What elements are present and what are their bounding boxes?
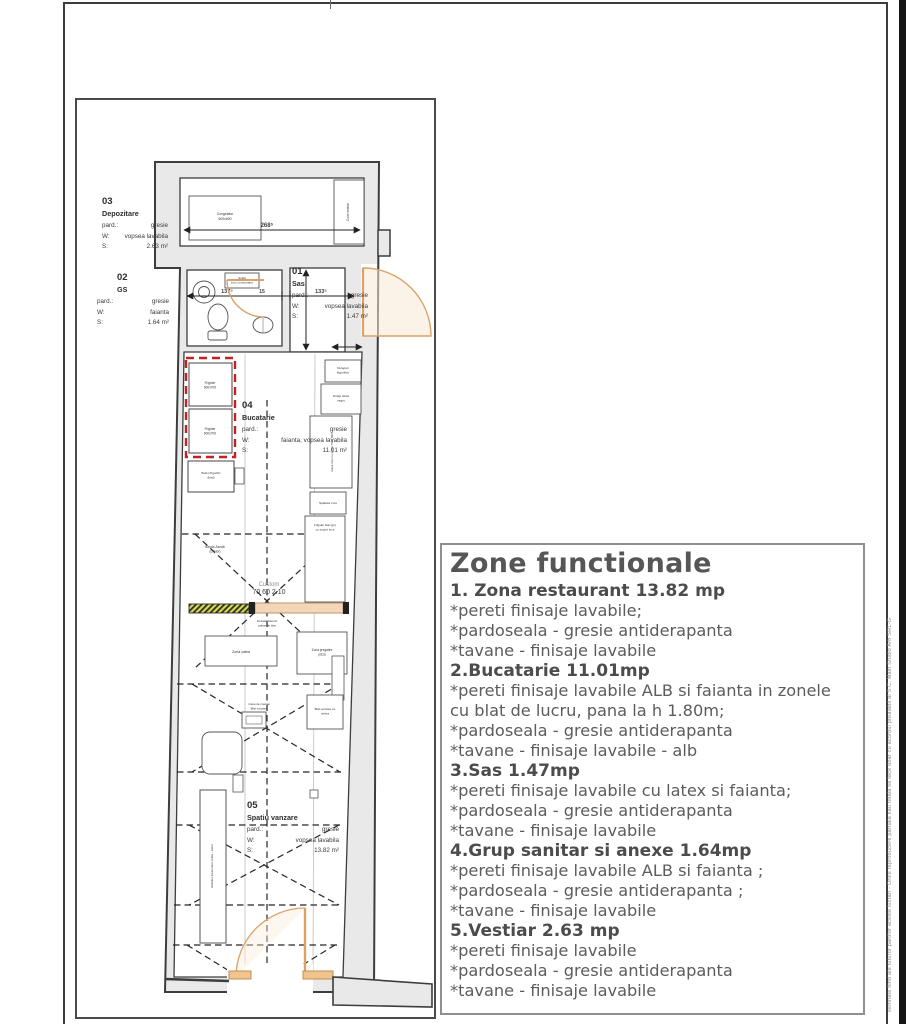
zone-heading: 1. Zona restaurant 13.82 mp	[450, 581, 726, 601]
door-sill-left	[229, 971, 251, 979]
copyright-side-note: semnate fiind ale tuturor partilor aceste lucrari - Orice reproducere partiala sau totala se face doar cu acordul prealabil al S.C. Main Studio Arh SRL-G	[887, 617, 893, 1012]
svg-text:(blat): (blat)	[207, 475, 215, 480]
hatched-counter	[189, 604, 249, 613]
svg-text:Zona cafea: Zona cafea	[232, 650, 250, 654]
svg-text:cu suport inox: cu suport inox	[315, 527, 335, 532]
svg-text:Casa de marcat: Casa de marcat	[248, 702, 270, 706]
section-tag	[233, 775, 243, 792]
svg-text:Dulapuri: Dulapuri	[337, 366, 349, 370]
zone-functionale-panel	[440, 543, 865, 1015]
zone-item: *pardoseala - gresie antiderapanta	[450, 961, 733, 980]
round-table-box	[202, 732, 242, 774]
room-label-sas: 01 Sas pard.: gresie W: vopsea lavabila S: 1.47 m²	[292, 266, 368, 320]
exterior-wall-block	[333, 977, 432, 1007]
svg-text:Dulap sticla: Dulap sticla	[333, 394, 349, 398]
zone-item: *tavane - finisaje lavabile	[450, 981, 657, 1000]
room-label-gs: 02 GS pard.: gresie W: faianta S: 1.64 m²	[97, 272, 169, 326]
svg-text:Bufet frigorific: Bufet frigorific	[201, 471, 221, 475]
zone-heading: 2.Bucatarie 11.01mp	[450, 661, 650, 681]
zone-item: *pereti finisaje lavabile ALB si faianta ;	[450, 861, 764, 880]
svg-text:Frigider blat (gn): Frigider blat (gn)	[313, 523, 337, 527]
zone-item: *tavane - finisaje lavabile	[450, 821, 657, 840]
wardrobe-label: Cuier vestiar	[346, 203, 350, 221]
svg-text:600x700: 600x700	[203, 385, 217, 390]
svg-text:Blat vanzare: Blat vanzare	[250, 706, 268, 711]
zone-item: *pardoseala - gresie antiderapanta ;	[450, 881, 744, 900]
zone-item: *pereti finisaje lavabile	[450, 941, 637, 960]
svg-text:frigorifice: frigorifice	[336, 370, 350, 375]
room-label-vanzare: 05 Spatiu vanzare pard.: gresie W: vopsea lavabila S: 13.82 m²	[247, 800, 339, 854]
svg-text:600x700: 600x700	[203, 431, 217, 436]
zone-heading: 3.Sas 1.47mp	[450, 761, 580, 781]
zone-item: *tavane - finisaje lavabile - alb	[450, 741, 698, 760]
svg-text:15: 15	[259, 289, 265, 295]
svg-text:pizza: pizza	[318, 652, 326, 657]
svg-text:600x600: 600x600	[218, 217, 232, 221]
svg-text:Blat vanzare cu: Blat vanzare cu	[314, 707, 336, 711]
zone-heading: 5.Vestiar 2.63 mp	[450, 921, 620, 941]
pass-through-band	[255, 603, 343, 613]
zone-item: *tavane - finisaje lavabile	[450, 901, 657, 920]
svg-text:Mobilier prezentare cafea - cl: Mobilier prezentare cafea - client	[210, 844, 214, 888]
svg-text:Dozator bauturi: Dozator bauturi	[256, 619, 278, 623]
zone-item: *pereti finisaje lavabile;	[450, 601, 643, 620]
scafa-label: Scafa	[238, 276, 246, 280]
kitchen-red-zone	[186, 358, 235, 492]
zone-item: *pereti finisaje lavabile cu latex si faianta;	[450, 781, 792, 800]
room-label-bucatarie: 04 Bucatarie pard.: gresie W: faianta, vopsea lavabila S: 11.01 m²	[242, 400, 347, 454]
svg-text:Spalator inox: Spalator inox	[318, 501, 338, 505]
zone-item: *pardoseala - gresie antiderapanta	[450, 621, 733, 640]
toilet-icon	[208, 304, 228, 330]
zone-item: *pardoseala - gresie antiderapanta	[450, 721, 733, 740]
svg-text:negru: negru	[337, 398, 345, 403]
svg-text:Frigider: Frigider	[204, 381, 216, 385]
room-label-depozitare: 03 Depozitare pard.: gresie W: vopsea lavabila S: 2.63 m²	[102, 196, 168, 250]
svg-text:masa inox cu polita 75x1.80m: masa inox cu polita 75x1.80m	[330, 432, 334, 472]
svg-text:133⁵: 133⁵	[315, 289, 327, 295]
door-sill-right	[303, 971, 333, 979]
section-tag	[235, 468, 244, 484]
svg-text:268⁵: 268⁵	[260, 223, 274, 229]
zone-heading: 4.Grup sanitar si anexe 1.64mp	[450, 841, 752, 861]
zone-item: *pereti finisaje lavabile ALB si faianta in zonele cu blat de lucru, pana la h 1.80m;	[450, 681, 831, 720]
scan-edge-strip	[899, 0, 906, 1024]
top-tick-mark	[330, 0, 331, 9]
svg-text:137⁵: 137⁵	[221, 289, 233, 295]
panel-title: Zone functionale	[450, 548, 712, 579]
zone-item: *tavane - finisaje lavabile	[450, 641, 657, 660]
floor-plan-frame	[75, 98, 436, 1019]
zone-item: *pardoseala - gresie antiderapanta	[450, 801, 733, 820]
svg-text:vitrina: vitrina	[320, 711, 330, 716]
freezer-label: Congelator	[216, 212, 234, 216]
svg-text:inox cu picurator: inox cu picurator	[230, 280, 254, 285]
svg-text:Frigider: Frigider	[204, 427, 216, 431]
oven-label: Banda Zanolli	[205, 545, 225, 549]
svg-text:pahar de blat: pahar de blat	[258, 623, 276, 628]
svg-text:(cuptor): (cuptor)	[209, 549, 221, 554]
narrow-cabinet	[332, 656, 344, 700]
svg-text:Zona pregatire: Zona pregatire	[311, 648, 333, 652]
custom-opening-note: Custom 70 60 2.10	[252, 582, 286, 596]
side-entry-door-arc	[363, 268, 431, 336]
